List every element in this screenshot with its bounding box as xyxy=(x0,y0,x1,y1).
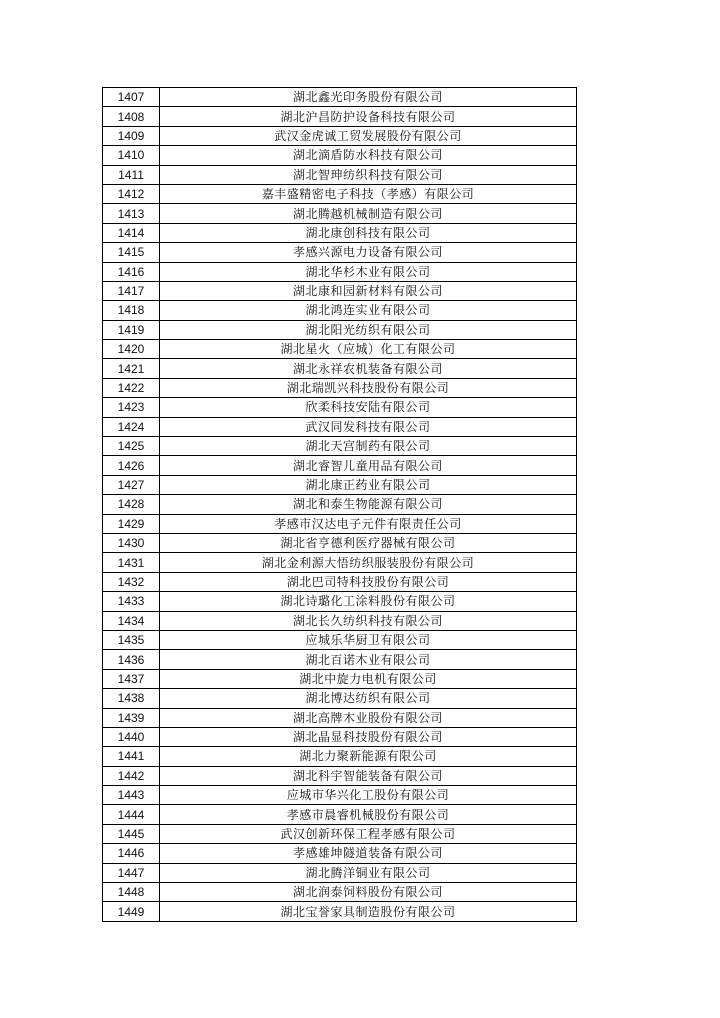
company-name: 湖北永祥农机装备有限公司 xyxy=(160,359,577,378)
row-number: 1421 xyxy=(103,359,160,378)
table-row xyxy=(103,902,577,921)
table-row xyxy=(103,883,577,902)
row-number: 1427 xyxy=(103,475,160,494)
row-number: 1408 xyxy=(103,107,160,126)
table-row xyxy=(103,805,577,824)
company-name: 应城市华兴化工股份有限公司 xyxy=(160,786,577,805)
row-number: 1443 xyxy=(103,786,160,805)
table-row xyxy=(103,572,577,591)
table-row xyxy=(103,456,577,475)
company-name: 武汉同发科技有限公司 xyxy=(160,417,577,436)
table-row xyxy=(103,437,577,456)
company-name: 嘉丰盛精密电子科技（孝感）有限公司 xyxy=(160,184,577,203)
table-row xyxy=(103,320,577,339)
row-number: 1436 xyxy=(103,650,160,669)
company-name: 湖北博达纺织有限公司 xyxy=(160,689,577,708)
row-number: 1420 xyxy=(103,340,160,359)
row-number: 1440 xyxy=(103,727,160,746)
company-name: 应城乐华厨卫有限公司 xyxy=(160,630,577,649)
table-row xyxy=(103,630,577,649)
row-number: 1426 xyxy=(103,456,160,475)
table-row xyxy=(103,126,577,145)
row-number: 1432 xyxy=(103,572,160,591)
table-row xyxy=(103,611,577,630)
table-row xyxy=(103,844,577,863)
row-number: 1407 xyxy=(103,88,160,107)
company-name: 湖北科宇智能装备有限公司 xyxy=(160,766,577,785)
company-name: 湖北省亨德利医疗器械有限公司 xyxy=(160,533,577,552)
company-name: 湖北巴司特科技股份有限公司 xyxy=(160,572,577,591)
company-name: 湖北沪昌防护设备科技有限公司 xyxy=(160,107,577,126)
table-row xyxy=(103,766,577,785)
table-row xyxy=(103,786,577,805)
table-row xyxy=(103,223,577,242)
company-name: 武汉创新环保工程孝感有限公司 xyxy=(160,824,577,843)
company-name: 湖北长久纺织科技有限公司 xyxy=(160,611,577,630)
row-number: 1442 xyxy=(103,766,160,785)
row-number: 1439 xyxy=(103,708,160,727)
company-name: 湖北晶显科技股份有限公司 xyxy=(160,727,577,746)
row-number: 1438 xyxy=(103,689,160,708)
row-number: 1422 xyxy=(103,378,160,397)
row-number: 1416 xyxy=(103,262,160,281)
company-name: 湖北诗璐化工涂料股份有限公司 xyxy=(160,592,577,611)
company-name: 湖北金利源大悟纺织服装股份有限公司 xyxy=(160,553,577,572)
row-number: 1435 xyxy=(103,630,160,649)
table-row xyxy=(103,650,577,669)
table-row xyxy=(103,417,577,436)
row-number: 1447 xyxy=(103,863,160,882)
row-number: 1409 xyxy=(103,126,160,145)
table-row xyxy=(103,747,577,766)
company-list-body xyxy=(103,88,577,922)
table-row xyxy=(103,359,577,378)
company-name: 湖北腾洋铜业有限公司 xyxy=(160,863,577,882)
company-name: 孝感市晨睿机械股份有限公司 xyxy=(160,805,577,824)
table-row xyxy=(103,863,577,882)
company-name: 湖北星火（应城）化工有限公司 xyxy=(160,340,577,359)
table-row xyxy=(103,533,577,552)
company-name: 湖北润泰饲料股份有限公司 xyxy=(160,883,577,902)
table-row xyxy=(103,592,577,611)
row-number: 1423 xyxy=(103,398,160,417)
row-number: 1431 xyxy=(103,553,160,572)
row-number: 1429 xyxy=(103,514,160,533)
table-row xyxy=(103,107,577,126)
row-number: 1441 xyxy=(103,747,160,766)
row-number: 1434 xyxy=(103,611,160,630)
table-row xyxy=(103,495,577,514)
table-row xyxy=(103,824,577,843)
table-row xyxy=(103,553,577,572)
table-row xyxy=(103,727,577,746)
row-number: 1415 xyxy=(103,243,160,262)
row-number: 1444 xyxy=(103,805,160,824)
company-name: 湖北康创科技有限公司 xyxy=(160,223,577,242)
table-row xyxy=(103,281,577,300)
row-number: 1419 xyxy=(103,320,160,339)
row-number: 1446 xyxy=(103,844,160,863)
table-row xyxy=(103,204,577,223)
table-row xyxy=(103,669,577,688)
company-name: 湖北滴盾防水科技有限公司 xyxy=(160,146,577,165)
company-name: 孝感兴源电力设备有限公司 xyxy=(160,243,577,262)
table-row xyxy=(103,146,577,165)
row-number: 1418 xyxy=(103,301,160,320)
table-row xyxy=(103,475,577,494)
row-number: 1445 xyxy=(103,824,160,843)
table-row xyxy=(103,398,577,417)
row-number: 1417 xyxy=(103,281,160,300)
row-number: 1437 xyxy=(103,669,160,688)
company-name: 湖北睿智儿童用品有限公司 xyxy=(160,456,577,475)
row-number: 1410 xyxy=(103,146,160,165)
company-name: 湖北高牌木业股份有限公司 xyxy=(160,708,577,727)
row-number: 1413 xyxy=(103,204,160,223)
row-number: 1411 xyxy=(103,165,160,184)
row-number: 1433 xyxy=(103,592,160,611)
row-number: 1428 xyxy=(103,495,160,514)
table-row xyxy=(103,689,577,708)
table-row xyxy=(103,378,577,397)
company-name: 湖北中旋力电机有限公司 xyxy=(160,669,577,688)
company-list-table xyxy=(102,87,577,922)
table-row xyxy=(103,88,577,107)
company-name: 湖北和泰生物能源有限公司 xyxy=(160,495,577,514)
company-name: 湖北腾越机械制造有限公司 xyxy=(160,204,577,223)
company-name: 孝感雄坤隧道装备有限公司 xyxy=(160,844,577,863)
company-name: 湖北天宫制药有限公司 xyxy=(160,437,577,456)
row-number: 1430 xyxy=(103,533,160,552)
row-number: 1448 xyxy=(103,883,160,902)
company-name: 湖北瑞凯兴科技股份有限公司 xyxy=(160,378,577,397)
company-name: 湖北鸿连实业有限公司 xyxy=(160,301,577,320)
table-row xyxy=(103,262,577,281)
table-row xyxy=(103,184,577,203)
row-number: 1449 xyxy=(103,902,160,921)
row-number: 1412 xyxy=(103,184,160,203)
company-name: 湖北鑫光印务股份有限公司 xyxy=(160,88,577,107)
company-name: 湖北华杉木业有限公司 xyxy=(160,262,577,281)
table-row xyxy=(103,243,577,262)
table-row xyxy=(103,708,577,727)
company-name: 孝感市汉达电子元件有限责任公司 xyxy=(160,514,577,533)
company-name: 湖北宝誉家具制造股份有限公司 xyxy=(160,902,577,921)
company-name: 欣柔科技安陆有限公司 xyxy=(160,398,577,417)
row-number: 1424 xyxy=(103,417,160,436)
company-name: 湖北康正药业有限公司 xyxy=(160,475,577,494)
company-name: 湖北百诺木业有限公司 xyxy=(160,650,577,669)
company-name: 湖北力聚新能源有限公司 xyxy=(160,747,577,766)
table-row xyxy=(103,301,577,320)
row-number: 1414 xyxy=(103,223,160,242)
table-row xyxy=(103,340,577,359)
company-name: 湖北阳光纺织有限公司 xyxy=(160,320,577,339)
table-row xyxy=(103,165,577,184)
row-number: 1425 xyxy=(103,437,160,456)
company-name: 湖北智珅纺织科技有限公司 xyxy=(160,165,577,184)
company-name: 湖北康和园新材料有限公司 xyxy=(160,281,577,300)
table-row xyxy=(103,514,577,533)
company-name: 武汉金虎诚工贸发展股份有限公司 xyxy=(160,126,577,145)
